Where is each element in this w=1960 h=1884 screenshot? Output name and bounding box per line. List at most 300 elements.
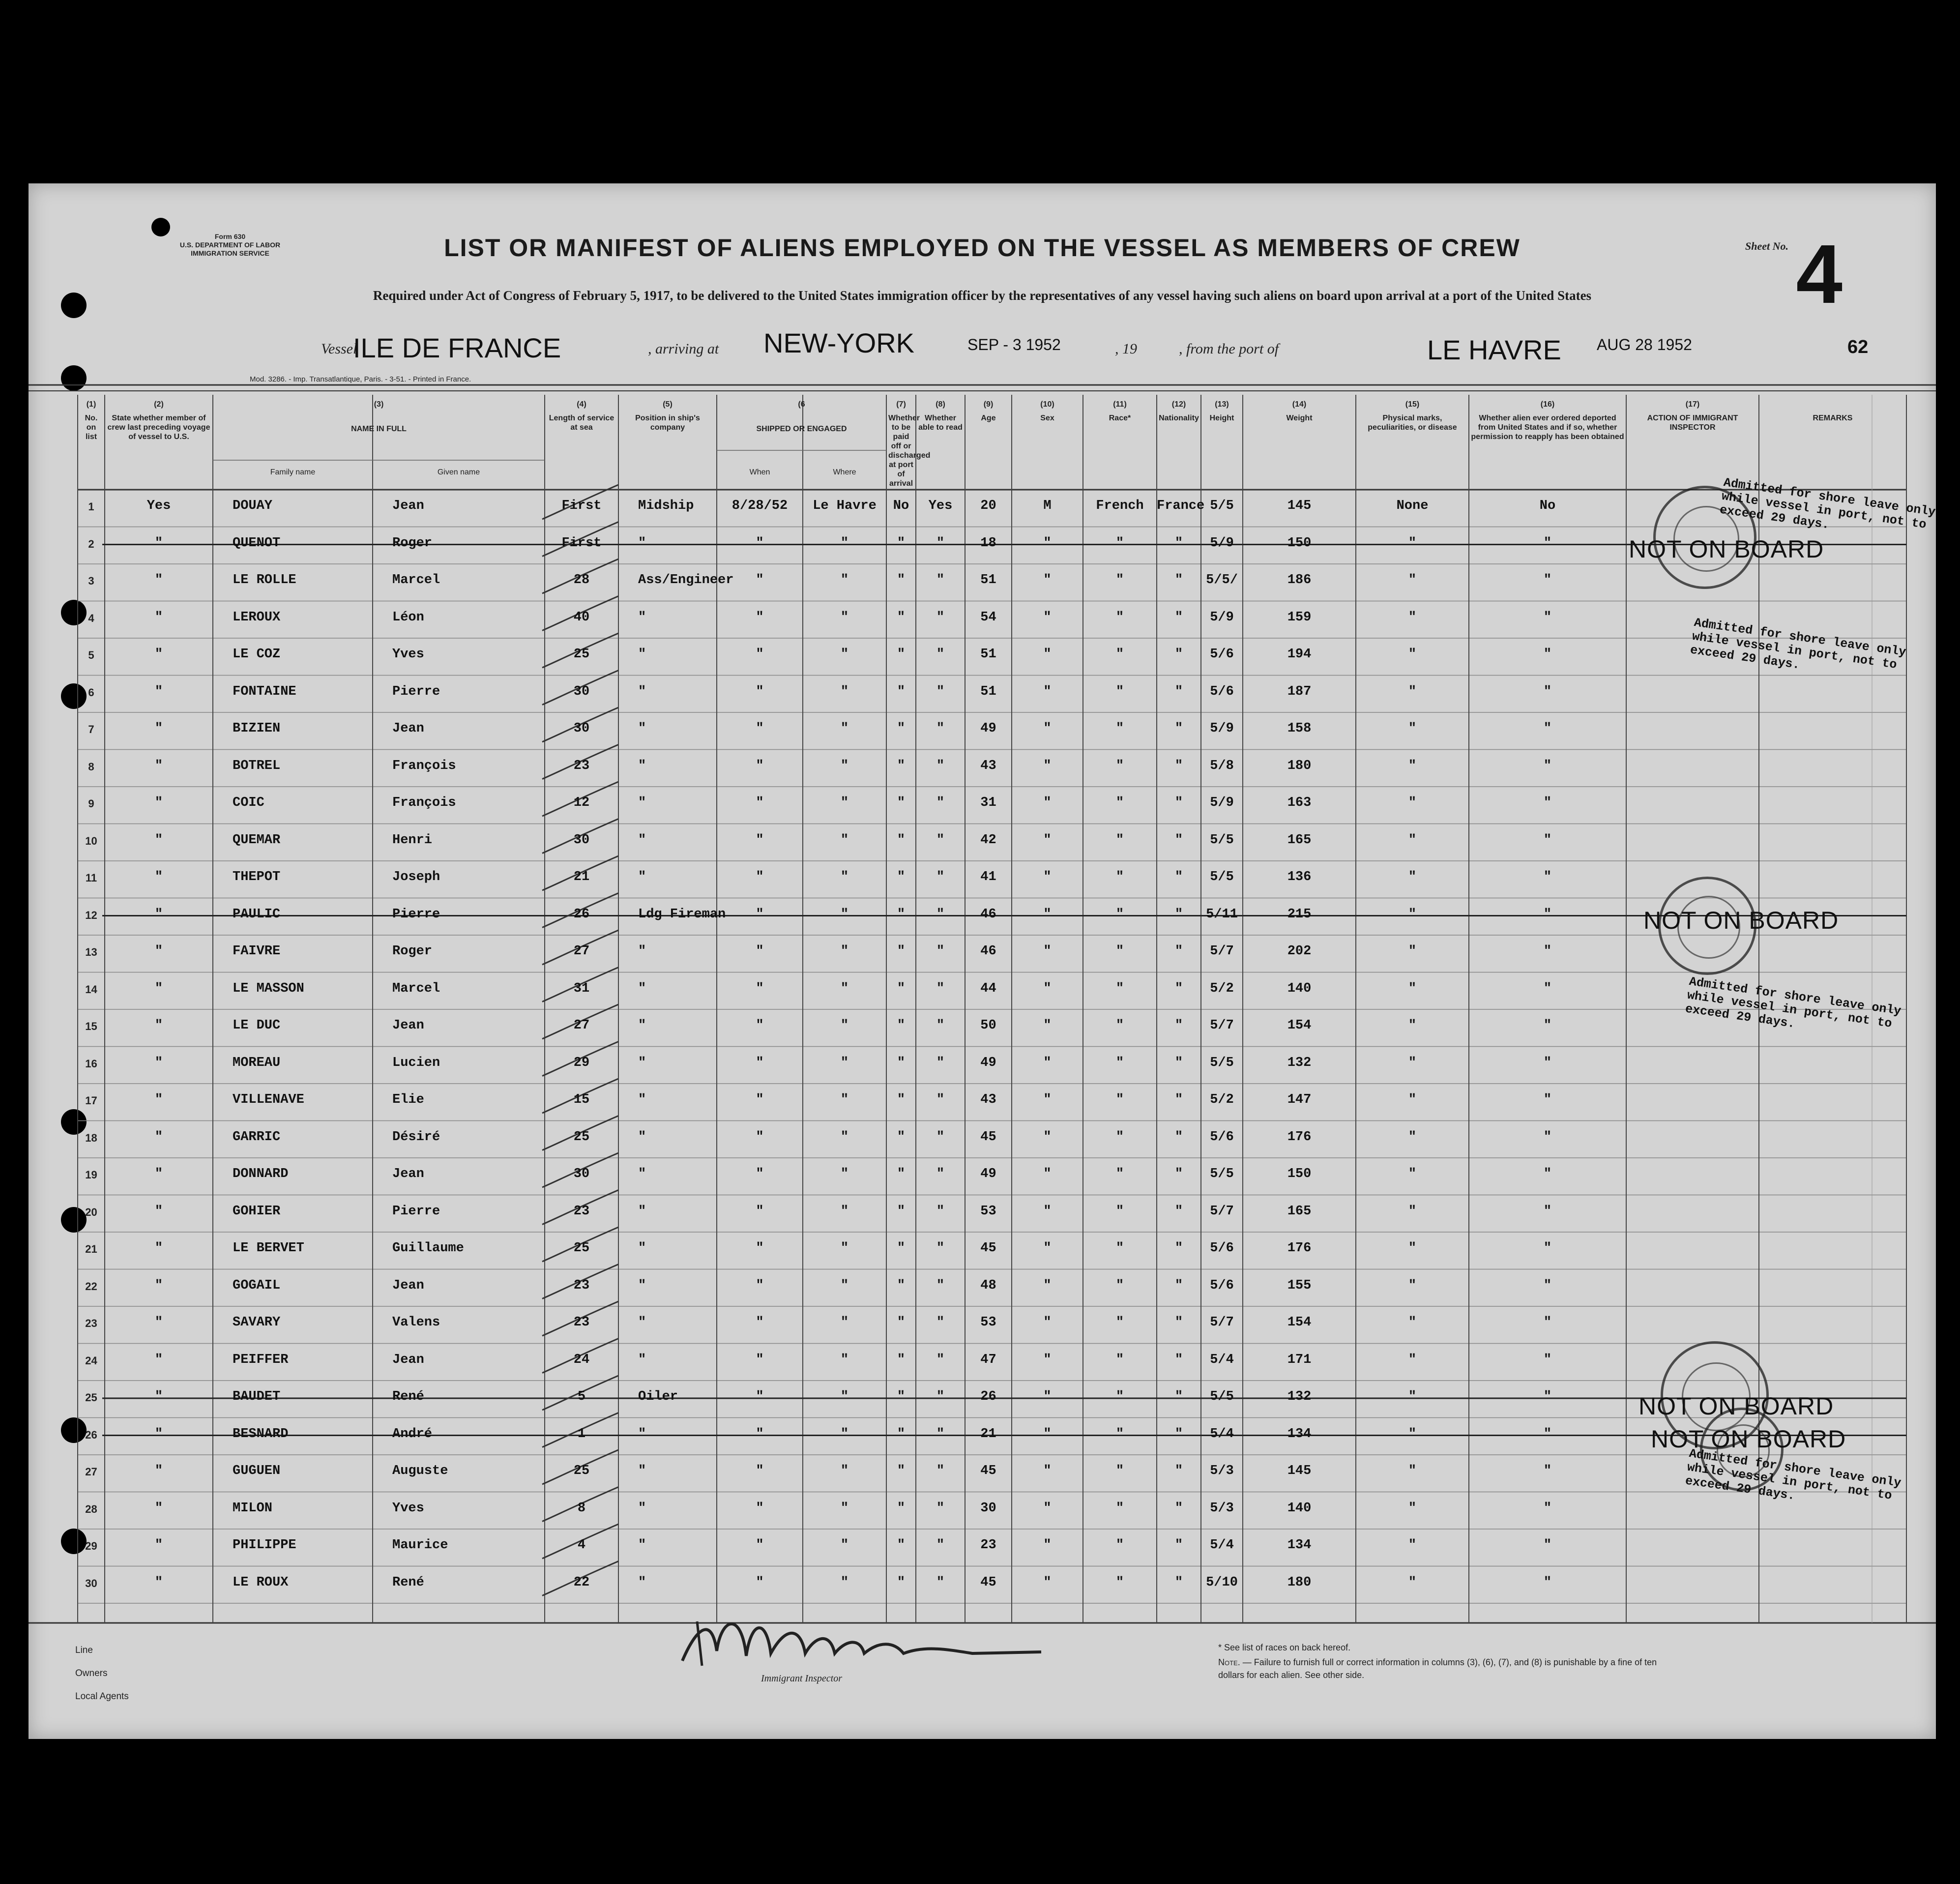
cell-age: 49: [980, 721, 996, 736]
cell-deported: ": [1543, 795, 1552, 810]
cell-when: ": [756, 1055, 764, 1070]
row-number: 21: [85, 1243, 97, 1255]
cell-prev: ": [154, 1315, 163, 1330]
column-number: (9): [983, 400, 994, 409]
cell-marks: ": [1408, 1241, 1417, 1256]
cell-nat: ": [1174, 1129, 1183, 1145]
cell-nat: ": [1174, 1389, 1183, 1404]
cell-paid: ": [897, 610, 906, 625]
cell-when: ": [756, 907, 764, 922]
column-header: NAME IN FULL: [351, 425, 407, 433]
cell-where: ": [840, 1241, 849, 1256]
cell-read: ": [936, 1426, 945, 1442]
row-number: 19: [85, 1169, 97, 1181]
cell-read: ": [936, 1167, 945, 1181]
cell-when: ": [756, 1092, 764, 1107]
cell-where: ": [840, 1278, 849, 1293]
cell-nat: ": [1174, 721, 1183, 736]
cell-weight: 176: [1287, 1129, 1312, 1145]
cell-deported: ": [1543, 1315, 1552, 1330]
cell-weight: 215: [1287, 907, 1312, 922]
shore-leave-remark: Admitted for shore leave only while vessel in port, not to exceed 29 days.: [1689, 616, 1907, 673]
cell-when: ": [756, 684, 764, 699]
from-label: , from the port of: [1179, 341, 1279, 357]
not-on-board-stamp: NOT ON BOARD: [1651, 1425, 1846, 1453]
shore-leave-remark: Admitted for shore leave only while vessel in port, not to exceed 29 days.: [1684, 974, 1902, 1031]
cell-race: ": [1115, 684, 1124, 699]
cell-given: Jean: [392, 499, 424, 513]
cell-family: LE BERVET: [233, 1241, 304, 1256]
cell-marks: ": [1408, 1538, 1417, 1553]
cell-position: ": [638, 832, 646, 848]
shore-leave-remark: Admitted for shore leave only while vessel in port, not to exceed 29 days.: [1719, 475, 1936, 532]
cell-family: GOHIER: [233, 1204, 281, 1219]
cell-where: ": [840, 684, 849, 699]
cell-where: ": [840, 981, 849, 996]
cell-marks: ": [1408, 1352, 1417, 1367]
cell-given: Roger: [392, 944, 433, 959]
cell-height: 5/6: [1210, 684, 1234, 699]
cell-weight: 202: [1287, 944, 1312, 959]
cell-race: ": [1115, 1315, 1124, 1330]
cell-read: ": [936, 795, 945, 810]
cell-sex: ": [1043, 535, 1052, 551]
cell-nat: ": [1174, 1241, 1183, 1256]
cell-service: 25: [573, 1129, 590, 1145]
cell-service: 1: [577, 1426, 586, 1442]
cell-service: 5: [577, 1389, 586, 1404]
row-number: 18: [85, 1131, 97, 1144]
cell-nat: ": [1174, 1538, 1183, 1553]
cell-marks: ": [1408, 758, 1417, 773]
cell-where: ": [840, 1315, 849, 1330]
cell-age: 53: [980, 1204, 996, 1219]
column-header: Length of service at sea: [549, 414, 614, 432]
cell-read: ": [936, 721, 945, 736]
cell-service: 31: [573, 981, 590, 996]
cell-race: ": [1115, 1241, 1124, 1256]
cell-marks: None: [1396, 499, 1429, 513]
cell-deported: ": [1543, 1167, 1552, 1181]
cell-marks: ": [1408, 981, 1417, 996]
cell-deported: ": [1543, 1241, 1552, 1256]
cell-marks: ": [1408, 535, 1417, 551]
cell-prev: ": [154, 795, 163, 810]
cell-marks: ": [1408, 944, 1417, 959]
cell-given: Yves: [392, 647, 424, 662]
cell-when: ": [756, 944, 764, 959]
cell-weight: 132: [1287, 1055, 1312, 1070]
form-id: Form 630 U.S. DEPARTMENT OF LABOR IMMIGRATION SERVICE: [179, 233, 281, 257]
cell-nat: France: [1157, 499, 1205, 513]
cell-race: ": [1115, 610, 1124, 625]
column-header: Whether alien ever ordered deported from United States and if so, whether permission to reapply has been obtained: [1471, 414, 1624, 441]
cell-family: LE COZ: [233, 647, 281, 662]
cell-given: Elie: [392, 1092, 424, 1107]
cell-sex: ": [1043, 573, 1052, 588]
cell-weight: 165: [1287, 1204, 1312, 1219]
failure-note: [1218, 1656, 1661, 1681]
column-number: (5): [663, 400, 673, 409]
arriving-label: , arriving at: [648, 341, 719, 357]
cell-age: 42: [980, 832, 996, 848]
cell-where: Le Havre: [813, 499, 877, 513]
cell-prev: ": [154, 832, 163, 848]
row-number: 7: [88, 723, 94, 736]
column-number: (17): [1685, 400, 1700, 409]
cell-given: Yves: [392, 1501, 424, 1516]
cell-paid: ": [897, 721, 906, 736]
cell-paid: ": [897, 758, 906, 773]
column-number: (6: [798, 400, 805, 409]
cell-where: ": [840, 1538, 849, 1553]
cell-where: ": [840, 1352, 849, 1367]
cell-paid: ": [897, 832, 906, 848]
cell-height: 5/9: [1210, 535, 1234, 551]
cell-weight: 155: [1287, 1278, 1312, 1293]
cell-paid: ": [897, 1241, 906, 1256]
cell-when: ": [756, 1426, 764, 1442]
cell-position: ": [638, 647, 646, 662]
cell-marks: ": [1408, 795, 1417, 810]
cell-marks: ": [1408, 1129, 1417, 1145]
cell-weight: 187: [1287, 684, 1312, 699]
cell-age: 20: [980, 499, 996, 513]
column-header: Physical marks, peculiarities, or disease: [1368, 414, 1457, 432]
cell-given: Roger: [392, 535, 433, 551]
cell-marks: ": [1408, 573, 1417, 588]
cell-weight: 140: [1287, 1501, 1312, 1516]
line-label: Line: [75, 1645, 93, 1655]
column-header: Nationality: [1159, 414, 1199, 422]
cell-paid: ": [897, 1352, 906, 1367]
row-number: 12: [85, 909, 97, 921]
column-header: Height: [1209, 414, 1234, 422]
cell-when: ": [756, 573, 764, 588]
cell-given: Jean: [392, 721, 424, 736]
cell-prev: ": [154, 1204, 163, 1219]
cell-prev: ": [154, 1538, 163, 1553]
cell-service: 26: [573, 907, 590, 922]
cell-paid: ": [897, 1278, 906, 1293]
cell-sex: ": [1043, 684, 1052, 699]
cell-race: ": [1115, 1426, 1124, 1442]
cell-height: 5/5/: [1206, 573, 1238, 588]
cell-prev: ": [154, 610, 163, 625]
cell-paid: ": [897, 1167, 906, 1181]
cell-where: ": [840, 1129, 849, 1145]
cell-given: François: [392, 795, 456, 810]
cell-family: LE ROLLE: [233, 573, 296, 588]
cell-family: QUEMAR: [233, 832, 281, 848]
cell-age: 30: [980, 1501, 996, 1516]
cell-family: LE MASSON: [233, 981, 304, 996]
cell-paid: ": [897, 1092, 906, 1107]
cell-position: ": [638, 1167, 646, 1181]
column-number: (3): [374, 400, 384, 409]
cell-family: GOGAIL: [233, 1278, 281, 1293]
cell-read: ": [936, 1315, 945, 1330]
cell-read: ": [936, 1129, 945, 1145]
cell-paid: ": [897, 981, 906, 996]
owners-label: Owners: [75, 1668, 108, 1678]
cell-read: ": [936, 610, 945, 625]
cell-sex: M: [1043, 499, 1052, 513]
row-number: 15: [85, 1020, 97, 1032]
cell-height: 5/9: [1210, 795, 1234, 810]
cell-nat: ": [1174, 684, 1183, 699]
row-number: 25: [85, 1391, 97, 1404]
cell-position: ": [638, 610, 646, 625]
cell-sex: ": [1043, 907, 1052, 922]
cell-family: MOREAU: [233, 1055, 281, 1070]
cell-when: ": [756, 870, 764, 884]
cell-when: ": [756, 1167, 764, 1181]
cell-age: 23: [980, 1538, 996, 1553]
cell-race: ": [1115, 1464, 1124, 1478]
cell-sex: ": [1043, 1204, 1052, 1219]
cell-paid: ": [897, 1538, 906, 1553]
cell-where: ": [840, 907, 849, 922]
cell-prev: Yes: [146, 499, 171, 513]
cell-height: 5/8: [1210, 758, 1234, 773]
cell-read: ": [936, 1501, 945, 1516]
cell-marks: ": [1408, 832, 1417, 848]
cell-service: 23: [573, 1278, 590, 1293]
cell-when: ": [756, 1315, 764, 1330]
cell-prev: ": [154, 1167, 163, 1181]
cell-when: ": [756, 1389, 764, 1404]
cell-when: ": [756, 1241, 764, 1256]
not-on-board-stamp: NOT ON BOARD: [1629, 535, 1824, 563]
cell-nat: ": [1174, 1278, 1183, 1293]
cell-deported: ": [1543, 1389, 1552, 1404]
cell-service: 15: [573, 1092, 590, 1107]
row-number: 16: [85, 1057, 97, 1070]
cell-read: ": [936, 758, 945, 773]
cell-position: ": [638, 1315, 646, 1330]
cell-height: 5/3: [1210, 1464, 1234, 1478]
cell-marks: ": [1408, 721, 1417, 736]
cell-sex: ": [1043, 944, 1052, 959]
cell-nat: ": [1174, 1092, 1183, 1107]
cell-where: ": [840, 573, 849, 588]
cell-position: ": [638, 1241, 646, 1256]
cell-race: ": [1115, 647, 1124, 662]
cell-height: 5/10: [1206, 1575, 1238, 1590]
cell-height: 5/5: [1210, 499, 1234, 513]
shore-leave-remark: Admitted for shore leave only while vessel in port, not to exceed 29 days.: [1684, 1446, 1902, 1503]
cell-when: ": [756, 1501, 764, 1516]
cell-paid: ": [897, 1204, 906, 1219]
cell-deported: ": [1543, 535, 1552, 551]
cell-given: Jean: [392, 1018, 424, 1033]
cell-read: ": [936, 535, 945, 551]
cell-where: ": [840, 758, 849, 773]
cell-service: 30: [573, 721, 590, 736]
row-number: 23: [85, 1317, 97, 1329]
cell-sex: ": [1043, 1092, 1052, 1107]
cell-deported: ": [1543, 981, 1552, 996]
cell-service: 30: [573, 832, 590, 848]
subcolumn-header: When: [749, 468, 770, 476]
cell-paid: ": [897, 573, 906, 588]
cell-where: ": [840, 1464, 849, 1478]
cell-weight: 145: [1287, 499, 1312, 513]
cell-deported: ": [1543, 1352, 1552, 1367]
row-number: 29: [85, 1540, 97, 1552]
cell-family: GUGUEN: [233, 1464, 281, 1478]
cell-height: 5/5: [1210, 870, 1234, 884]
cell-height: 5/7: [1210, 944, 1234, 959]
cell-family: SAVARY: [233, 1315, 281, 1330]
cell-given: Pierre: [392, 1204, 440, 1219]
cell-given: Marcel: [392, 573, 440, 588]
cell-position: ": [638, 981, 646, 996]
vessel-label: Vessel: [321, 341, 357, 357]
column-header: Whether able to read: [918, 414, 963, 432]
cell-given: Pierre: [392, 684, 440, 699]
cell-family: FAIVRE: [233, 944, 281, 959]
cell-height: 5/5: [1210, 1055, 1234, 1070]
cell-nat: ": [1174, 535, 1183, 551]
cell-deported: ": [1543, 1204, 1552, 1219]
cell-where: ": [840, 1167, 849, 1181]
printer-note: Mod. 3286. - Imp. Transatlantique, Paris. - 3-51. - Printed in France.: [250, 375, 471, 383]
cell-deported: ": [1543, 832, 1552, 848]
cell-service: 25: [573, 1241, 590, 1256]
cell-race: ": [1115, 1352, 1124, 1367]
column-number: (13): [1215, 400, 1229, 409]
cell-height: 5/4: [1210, 1352, 1234, 1367]
cell-family: MILON: [233, 1501, 273, 1516]
column-number: (4): [577, 400, 586, 409]
cell-sex: ": [1043, 1538, 1052, 1553]
cell-age: 47: [980, 1352, 996, 1367]
column-number: (11): [1113, 400, 1127, 409]
cell-where: ": [840, 1055, 849, 1070]
cell-read: ": [936, 1018, 945, 1033]
cell-prev: ": [154, 535, 163, 551]
cell-deported: ": [1543, 1055, 1552, 1070]
row-number: 2: [88, 537, 94, 550]
cell-given: Joseph: [392, 870, 440, 884]
cell-paid: ": [897, 535, 906, 551]
row-number: 5: [88, 649, 94, 661]
cell-given: Lucien: [392, 1055, 440, 1070]
cell-given: René: [392, 1575, 424, 1590]
cell-deported: ": [1543, 1129, 1552, 1145]
cell-position: ": [638, 1278, 646, 1293]
cell-read: ": [936, 832, 945, 848]
row-number: 17: [85, 1094, 97, 1107]
cell-sex: ": [1043, 981, 1052, 996]
cell-paid: ": [897, 944, 906, 959]
cell-read: ": [936, 1278, 945, 1293]
cell-prev: ": [154, 721, 163, 736]
cell-race: ": [1115, 1389, 1124, 1404]
manifest-sheet: [29, 183, 1936, 1739]
cell-marks: ": [1408, 684, 1417, 699]
cell-family: LEROUX: [233, 610, 281, 625]
cell-age: 54: [980, 610, 996, 625]
cell-age: 31: [980, 795, 996, 810]
cell-given: René: [392, 1389, 424, 1404]
cell-service: 28: [573, 573, 590, 588]
cell-read: ": [936, 647, 945, 662]
cell-nat: ": [1174, 1315, 1183, 1330]
cell-nat: ": [1174, 1204, 1183, 1219]
cell-marks: ": [1408, 1055, 1417, 1070]
cell-race: ": [1115, 795, 1124, 810]
cell-deported: ": [1543, 573, 1552, 588]
cell-height: 5/6: [1210, 1129, 1234, 1145]
cell-marks: ": [1408, 610, 1417, 625]
cell-family: PAULIC: [233, 907, 281, 922]
cell-race: ": [1115, 981, 1124, 996]
cell-deported: ": [1543, 1018, 1552, 1033]
subcolumn-header: Given name: [437, 468, 480, 476]
cell-paid: ": [897, 795, 906, 810]
cell-nat: ": [1174, 907, 1183, 922]
cell-height: 5/2: [1210, 981, 1234, 996]
cell-deported: ": [1543, 1426, 1552, 1442]
cell-prev: ": [154, 907, 163, 922]
cell-deported: ": [1543, 721, 1552, 736]
cell-when: ": [756, 1018, 764, 1033]
cell-position: ": [638, 1426, 646, 1442]
cell-when: ": [756, 758, 764, 773]
cell-position: ": [638, 1501, 646, 1516]
cell-read: ": [936, 1389, 945, 1404]
cell-given: Jean: [392, 1278, 424, 1293]
column-header: REMARKS: [1813, 414, 1853, 422]
cell-paid: ": [897, 1055, 906, 1070]
note-label: Note.: [1218, 1657, 1240, 1667]
cell-prev: ": [154, 1241, 163, 1256]
row-number: 30: [85, 1577, 97, 1590]
cell-height: 5/5: [1210, 1389, 1234, 1404]
row-number: 13: [85, 946, 97, 958]
cell-height: 5/3: [1210, 1501, 1234, 1516]
cell-prev: ": [154, 1352, 163, 1367]
arrival-date: SEP - 3 1952: [967, 336, 1061, 353]
cell-family: GARRIC: [233, 1129, 281, 1145]
cell-sex: ": [1043, 870, 1052, 884]
row-number: 24: [85, 1354, 97, 1367]
cell-paid: ": [897, 1501, 906, 1516]
cell-marks: ": [1408, 1092, 1417, 1107]
requirement-text: Required under Act of Congress of February 5, 1917, to be delivered to the United States immigration officer by the representatives of any vessel having such aliens on board upon arrival at a port of the United States: [373, 288, 1592, 303]
cell-service: 25: [573, 1464, 590, 1478]
row-number: 20: [85, 1206, 97, 1218]
cell-family: LE DUC: [233, 1018, 281, 1033]
cell-prev: ": [154, 1501, 163, 1516]
cell-nat: ": [1174, 1352, 1183, 1367]
cell-prev: ": [154, 758, 163, 773]
cell-marks: ": [1408, 1018, 1417, 1033]
row-number: 14: [85, 983, 97, 996]
cell-age: 49: [980, 1167, 996, 1181]
cell-race: ": [1115, 1167, 1124, 1181]
cell-given: André: [392, 1426, 433, 1442]
cell-race: ": [1115, 1129, 1124, 1145]
cell-marks: ": [1408, 1464, 1417, 1478]
cell-service: 4: [577, 1538, 586, 1553]
cell-deported: ": [1543, 1092, 1552, 1107]
cell-where: ": [840, 1575, 849, 1590]
cell-sex: ": [1043, 1055, 1052, 1070]
